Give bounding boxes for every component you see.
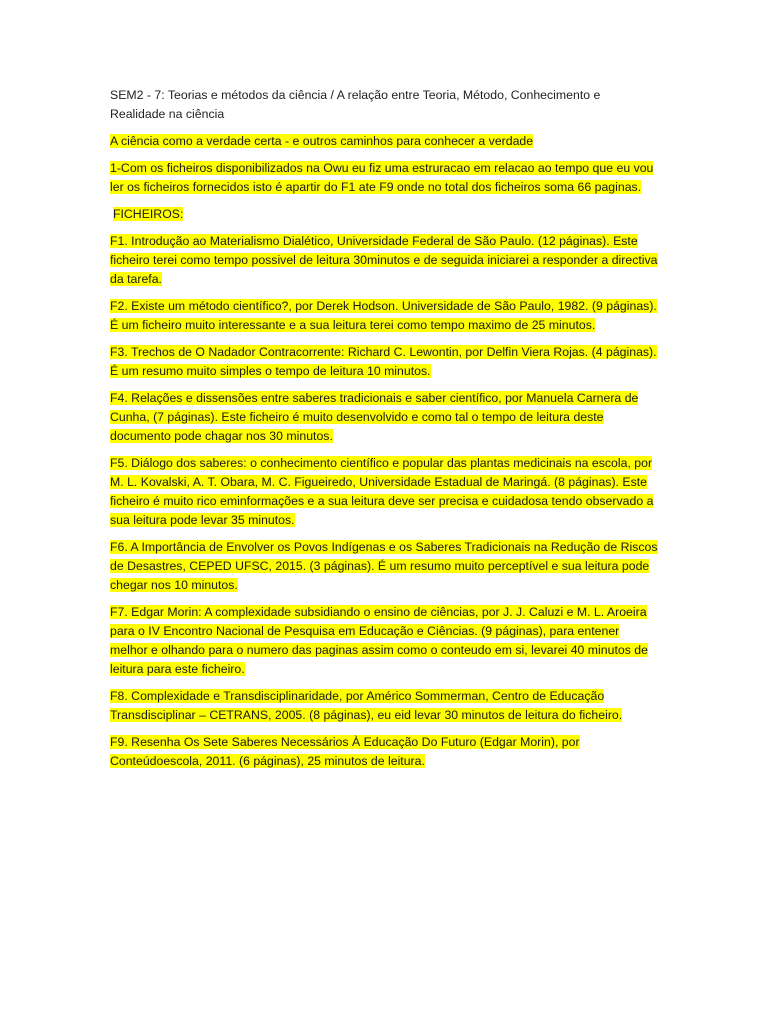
intro-paragraph-text: 1-Com os ficheiros disponibilizados na Owu eu fiz uma estruracao em relacao ao tempo que eu vou ler os ficheiros fornecidos isto é apartir do F1 ate F9 onde no total dos ficheiros soma 66 paginas. [110, 161, 654, 194]
file-entry-f5 [110, 454, 658, 530]
file-entry-text: F7. Edgar Morin: A complexidade subsidiando o ensino de ciências, por J. J. Caluzi e M. L. Aroeira para o IV Encontro Nacional de Pesquisa em Educação e Ciências. (9 páginas), para entener melhor e olhando para o numero das paginas assim como o conteudo em si, levarei 40 minutos de leitura para este ficheiro. [110, 605, 648, 676]
document-title [110, 86, 658, 124]
file-entry-text: F9. Resenha Os Sete Saberes Necessários À Educação Do Futuro (Edgar Morin), por Conteúdoescola, 2011. (6 páginas), 25 minutos de leitura. [110, 735, 580, 768]
file-entry-f8 [110, 687, 658, 725]
file-entry-f4 [110, 389, 658, 446]
file-entry-text: F4. Relações e dissensões entre saberes tradicionais e saber científico, por Manuela Carnera de Cunha, (7 páginas). Este ficheiro é muito desenvolvido e como tal o tempo de leitura deste documento pode chagar nos 30 minutos. [110, 391, 639, 443]
file-entry-text: F5. Diálogo dos saberes: o conhecimento científico e popular das plantas medicinais na escola, por M. L. Kovalski, A. T. Obara, M. C. Figueiredo, Universidade Estadual de Maringá. (8 páginas). Este ficheiro é muito rico eminformações e a sua leitura deve ser precisa e cuidadosa tendo observado a sua leitura pode levar 35 minutos. [110, 456, 654, 527]
file-entry-f6 [110, 538, 658, 595]
file-entry-f1 [110, 232, 658, 289]
file-entry-f2 [110, 297, 658, 335]
files-heading-text: FICHEIROS: [113, 207, 184, 221]
file-entry-text: F3. Trechos de O Nadador Contracorrente: Richard C. Lewontin, por Delfin Viera Rojas. (4 páginas). É um resumo muito simples o tempo de leitura 10 minutos. [110, 345, 657, 378]
file-entry-f3 [110, 343, 658, 381]
file-entry-f9 [110, 733, 658, 771]
file-entry-text: F8. Complexidade e Transdisciplinaridade, por Américo Sommerman, Centro de Educação Transdisciplinar – CETRANS, 2005. (8 páginas), eu eid levar 30 minutos de leitura do ficheiro. [110, 689, 623, 722]
file-entry-text: F2. Existe um método científico?, por Derek Hodson. Universidade de São Paulo, 1982. (9 páginas). É um ficheiro muito interessante e a sua leitura terei como tempo maximo de 25 minutos. [110, 299, 657, 332]
file-entry-text: F1. Introdução ao Materialismo Dialético, Universidade Federal de São Paulo. (12 páginas). Este ficheiro terei como tempo possivel de leitura 30minutos e de seguida iniciarei a responder a directiva da tarefa. [110, 234, 658, 286]
files-heading [110, 205, 658, 224]
file-entry-text: F6. A Importância de Envolver os Povos Indígenas e os Saberes Tradicionais na Redução de Riscos de Desastres, CEPED UFSC, 2015. (3 páginas). É um resumo muito perceptível e sua leitura pode chegar nos 10 minutos. [110, 540, 658, 592]
document-subtitle [110, 132, 658, 151]
intro-paragraph [110, 159, 658, 197]
document-subtitle-text: A ciência como a verdade certa - e outros caminhos para conhecer a verdade [110, 134, 534, 148]
document-body [110, 86, 658, 779]
document-title-text: SEM2 - 7: Teorias e métodos da ciência / A relação entre Teoria, Método, Conhecimento e Realidade na ciência [110, 88, 601, 121]
file-entry-f7 [110, 603, 658, 679]
